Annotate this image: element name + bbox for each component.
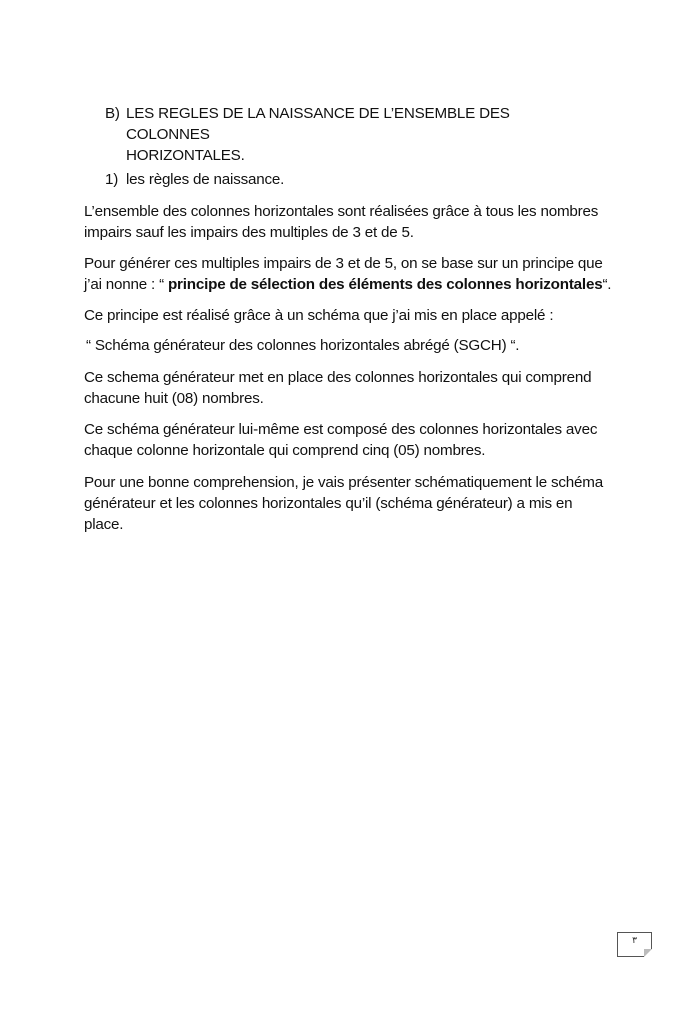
paragraph-5-line-1: Ce schema générateur met en place des colonnes horizontales qui comprend (84, 369, 592, 386)
paragraph-5 (84, 367, 624, 409)
paragraph-2 (84, 253, 624, 295)
principle-name: principe de sélection des éléments des colonnes horizontales (167, 276, 603, 293)
paragraph-7 (84, 472, 624, 535)
subsection-1-heading (105, 169, 284, 190)
paragraph-7-line-2: générateur et les colonnes horizontales qu’il (schéma générateur) a mis en (84, 495, 573, 512)
section-b-marker: B) (105, 105, 120, 122)
section-b-title-line-1: LES REGLES DE LA NAISSANCE DE L’ENSEMBLE DES COLONNES (126, 105, 510, 143)
section-b-title-line-2: HORIZONTALES. (126, 147, 245, 164)
paragraph-7-line-3: place. (84, 516, 124, 533)
page-number-badge (617, 932, 652, 957)
paragraph-1 (84, 201, 624, 243)
paragraph-2-suffix: “. (602, 276, 612, 293)
paragraph-5-line-2: chacune huit (08) nombres. (84, 390, 264, 407)
paragraph-1-line-1: L’ensemble des colonnes horizontales sont réalisées grâce à tous les nombres (84, 203, 599, 220)
page-number: ٣ (632, 936, 637, 946)
paragraph-2-prefix: j’ai nonne : “ (84, 276, 168, 293)
folded-corner-icon (644, 949, 652, 957)
paragraph-1-line-2: impairs sauf les impairs des multiples de 3 et de 5. (84, 224, 414, 241)
paragraph-2-line-2 (84, 274, 624, 295)
paragraph-2-line-1: Pour générer ces multiples impairs de 3 et de 5, on se base sur un principe que (84, 255, 603, 272)
paragraph-6 (84, 419, 624, 461)
paragraph-7-line-1: Pour une bonne comprehension, je vais présenter schématiquement le schéma (84, 474, 603, 491)
subsection-1-title: les règles de naissance. (126, 171, 285, 188)
subsection-1-marker: 1) (105, 171, 119, 188)
paragraph-6-line-2: chaque colonne horizontale qui comprend cinq (05) nombres. (84, 442, 486, 459)
paragraph-4: “ Schéma générateur des colonnes horizontales abrégé (SGCH) “. (86, 337, 520, 354)
section-b-heading (105, 103, 575, 166)
paragraph-6-line-1: Ce schéma générateur lui-même est composé des colonnes horizontales avec (84, 421, 598, 438)
paragraph-3: Ce principe est réalisé grâce à un schéma que j’ai mis en place appelé : (84, 307, 554, 324)
